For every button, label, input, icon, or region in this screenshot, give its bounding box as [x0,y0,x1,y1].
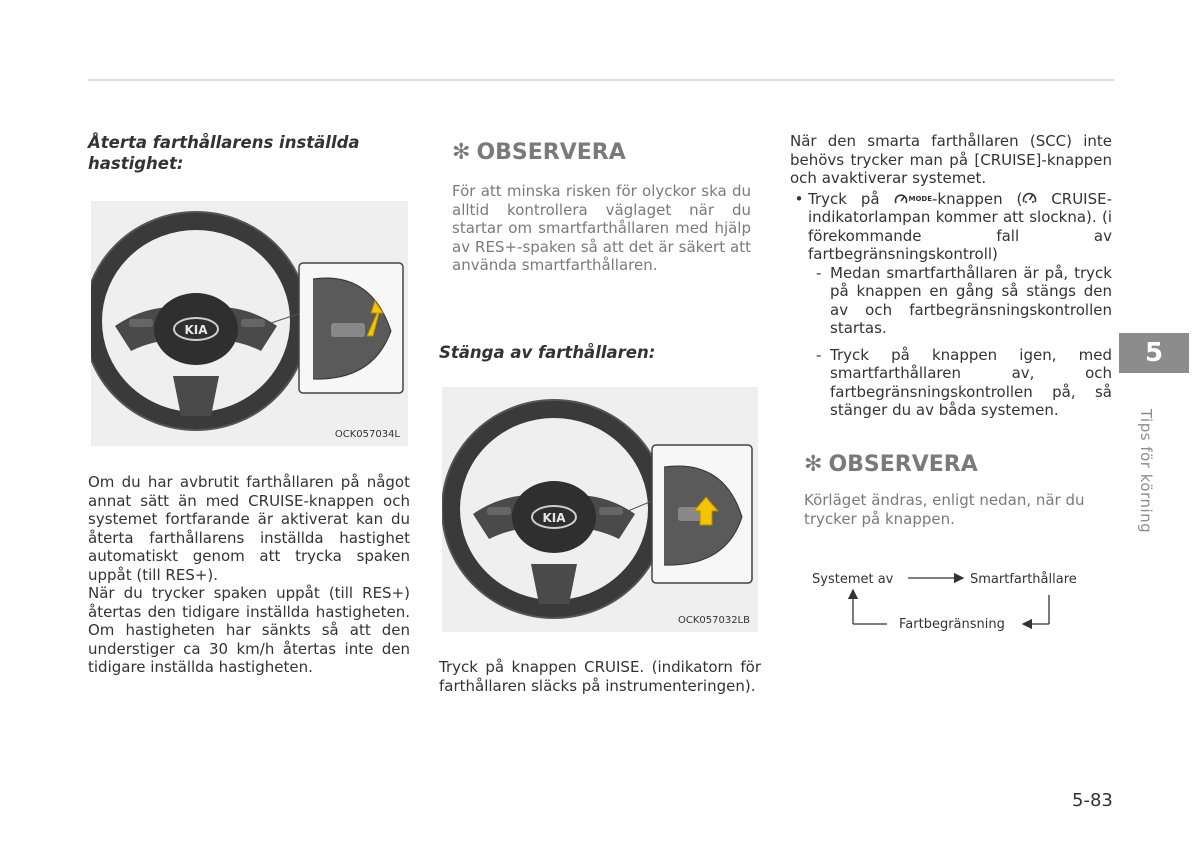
sub-item-2: - Tryck på knappen igen, med smartfarthållaren av, och fartbegränsningskontrollen på, så stänger du av båda systemen. [816,345,1112,420]
asterisk-icon: ✻ [452,140,471,165]
column-1 [88,132,410,174]
cruise-indicator-icon [1022,190,1037,209]
turn-off-paragraph: Tryck på knappen CRUISE. (indikatorn för farthållaren släcks på instrumenteringen). [439,658,761,695]
steering-wheel-figure-resume [91,201,408,446]
observera-title: ✻ OBSERVERA [452,140,626,165]
asterisk-icon: ✻ [804,452,823,477]
chapter-title-vertical: Tips för körning [1137,408,1155,533]
diagram-node-speed-limit: Fartbegränsning [899,617,1005,632]
column-2-observera [452,140,751,275]
cruise-mode-icon: MODE [894,190,933,209]
steering-wheel-illustration [91,201,408,446]
observera-paragraph: För att minska risken för olyckor ska du alltid kontrollera väglaget när du startar om smartfarthållaren med hjälp av RES+-spaken så att det är säkert att använda smartfarthållaren. [452,182,751,274]
column-2-heading [439,342,759,363]
section-heading-turn-off: Stänga av farthållaren: [439,343,656,362]
resume-paragraph: Om du har avbrutit farthållaren på något annat sätt än med CRUISE-knappen och systemet fortfarande är aktiverat kan du återta farthållarens inställda hastighet automatiskt genom att trycka spaken uppåt (till RES+). När du trycker spaken uppåt (till RES+) återtas den tidigare inställda hastigheten. Om hastigheten har sänkts så att den understiger ca 30 km/h återtas inte den tidigare inställda hastigheten. [88,473,410,676]
chapter-tab: 5 [1119,333,1189,373]
svg-text:KIA: KIA [542,511,566,525]
column-3 [790,132,1112,420]
column-3-observera [804,452,1104,528]
column-1-body [88,473,410,677]
scc-intro-paragraph: När den smarta farthållaren (SCC) inte behövs trycker man på [CRUISE]-knappen och avaktiverar systemet. [790,132,1112,187]
steering-wheel-figure-off [442,387,758,632]
top-rule [88,79,1114,81]
svg-text:KIA: KIA [184,323,208,337]
figure-code: OCK057032LB [677,615,750,626]
diagram-node-system-off: Systemet av [812,572,894,587]
observera-title: ✻ OBSERVERA [804,452,978,477]
sub-item-1: - Medan smartfarthållaren är på, tryck på knappen en gång så stängs den av och fartbegränsningskontrollen startas. [816,263,1112,338]
section-heading-resume: Återta farthållarens inställda hastighet: [88,133,360,173]
mode-flow-diagram [805,562,1105,638]
page-number: 5-83 [1072,790,1113,811]
column-2-body [439,658,761,695]
observera-paragraph: Körläget ändras, enligt nedan, när du trycker på knappen. [804,491,1085,528]
bullet-dot: • [794,189,804,208]
diagram-node-smart-cruise: Smartfarthållare [970,572,1077,587]
mode-bullet: • Tryck på MODE -knappen ( CRUISE-indikatorlampan kommer att slockna). (i förekommande fall av fartbegränsningskontroll) [790,190,1112,264]
steering-wheel-illustration [442,387,758,632]
figure-code: OCK057034L [334,429,400,440]
